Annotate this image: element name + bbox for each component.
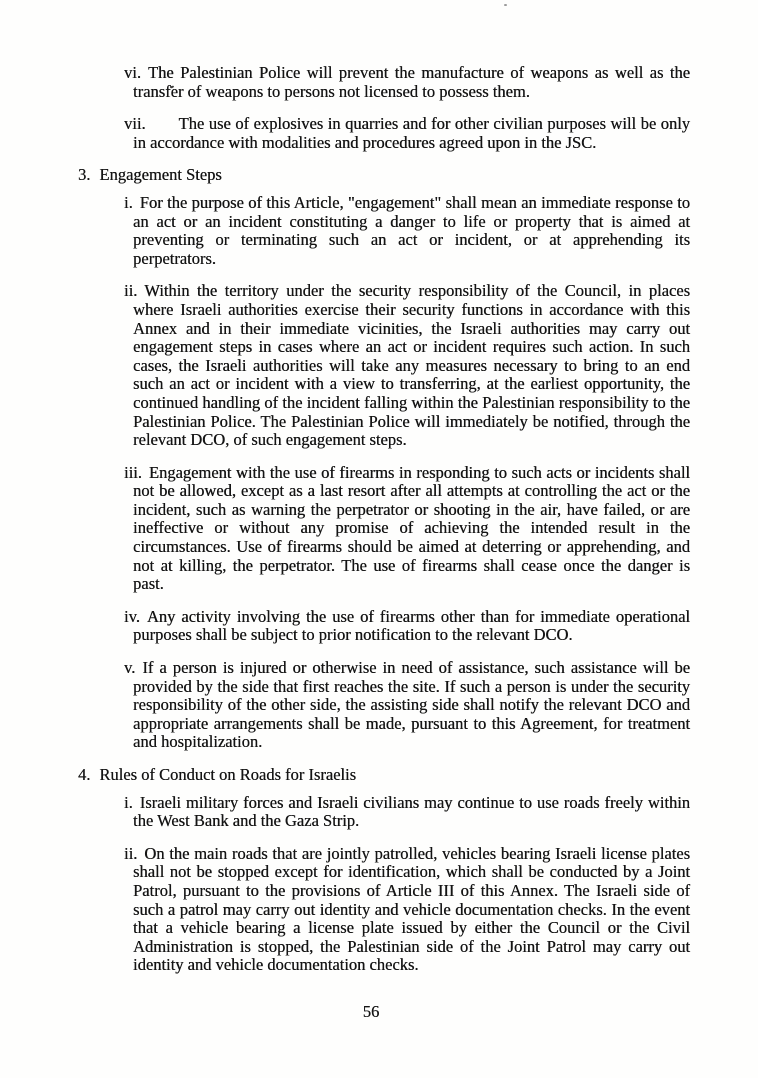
list-item-3-v bbox=[78, 659, 690, 752]
item-marker-4-i: i. bbox=[124, 792, 133, 812]
section-4-number: 4. bbox=[78, 765, 91, 784]
item-marker-3-v: v. bbox=[124, 658, 136, 678]
list-item-3-iii bbox=[78, 464, 690, 594]
section-4-title: Rules of Conduct on Roads for Israelis bbox=[99, 765, 357, 784]
section-3-heading bbox=[78, 166, 690, 185]
item-text-vii: The use of explosives in quarries and for other civilian purposes will be only in accordance with modalities and procedures agreed upon in the JSC. bbox=[133, 114, 690, 152]
item-marker-vii: vii. bbox=[124, 114, 146, 134]
item-text-4-ii: On the main roads that are jointly patrolled, vehicles bearing Israeli license plates shall not be stopped except for identification, which shall be conducted by a Joint Patrol, pursuant to the provisions of Article III of this Annex. The Israeli side of such a patrol may carry out identity and vehicle documentation checks. In the event that a vehicle bearing a license plate issued by either the Council or the Civil Administration is stopped, the Palestinian side of the Joint Patrol may carry out identity and vehicle documentation checks. bbox=[133, 843, 690, 975]
item-text-3-iv: Any activity involving the use of firearms other than for immediate operational purposes shall be subject to prior notification to the relevant DCO. bbox=[133, 606, 690, 645]
list-item-4-ii bbox=[78, 845, 690, 975]
item-marker-3-i: i. bbox=[124, 192, 133, 212]
item-text-3-i: For the purpose of this Article, "engagement" shall mean an immediate response to an act or an incident constituting a danger to life or property that is aimed at preventing or terminating such an act or incident, or at apprehending its perpetrators. bbox=[133, 192, 690, 268]
item-text-3-ii: Within the territory under the security responsibility of the Council, in places where Israeli authorities exercise their security functions in accordance with this Annex and in their immediate vicinities, the Israeli authorities may carry out engagement steps in cases where an act or incident requires such action. In such cases, the Israeli authorities will take any measures necessary to bring to an end such an act or incident with a view to transferring, at the earliest opportunity, the continued handling of the incident falling within the Palestinian responsibility to the Palestinian Police. The Palestinian Police will immediately be notified, through the relevant DCO, of such engagement steps. bbox=[133, 281, 690, 450]
item-text-3-iii: Engagement with the use of firearms in responding to such acts or incidents shall not be allowed, except as a last resort after all attempts at controlling the act or the incident, such as warning the perpetrator or shooting in the air, have failed, or are ineffective or without any promise of achieving the intended result in the circumstances. Use of firearms should be aimed at deterring or apprehending, and not at killing, the perpetrator. The use of firearms shall cease once the danger is past. bbox=[133, 462, 690, 594]
item-marker-3-ii: ii. bbox=[124, 281, 138, 301]
page-content bbox=[78, 64, 690, 989]
item-text-4-i: Israeli military forces and Israeli civilians may continue to use roads freely within the West Bank and the Gaza Strip. bbox=[133, 792, 690, 831]
list-item-3-iv bbox=[78, 608, 690, 645]
page-number: 56 bbox=[362, 1002, 380, 1021]
item-marker-4-ii: ii. bbox=[124, 843, 138, 863]
item-text-3-v: If a person is injured or otherwise in need of assistance, such assistance will be provided by the side that first reaches the site. If such a person is under the security responsibility of the other side, the assisting side shall notify the relevant DCO and appropriate arrangements shall be made, pursuant to this Agreement, for treatment and hospitalization. bbox=[133, 658, 690, 752]
section-3-number: 3. bbox=[78, 165, 91, 185]
item-marker-vi: vi. bbox=[124, 63, 141, 82]
section-4-heading bbox=[78, 766, 690, 785]
section-3-title: Engagement Steps bbox=[99, 165, 222, 185]
list-item-3-i bbox=[78, 194, 690, 268]
item-marker-3-iii: iii. bbox=[124, 462, 142, 482]
item-marker-3-iv: iv. bbox=[124, 606, 140, 626]
item-text-vi: The Palestinian Police will prevent the manufacture of weapons as well as the transfer of weapons to persons not licensed to possess them. bbox=[133, 63, 690, 101]
list-item-vii bbox=[78, 115, 690, 152]
list-item-4-i bbox=[78, 794, 690, 831]
list-item-3-ii bbox=[78, 282, 690, 449]
scan-artifact-dot bbox=[504, 4, 507, 6]
list-item-vi bbox=[78, 64, 690, 101]
